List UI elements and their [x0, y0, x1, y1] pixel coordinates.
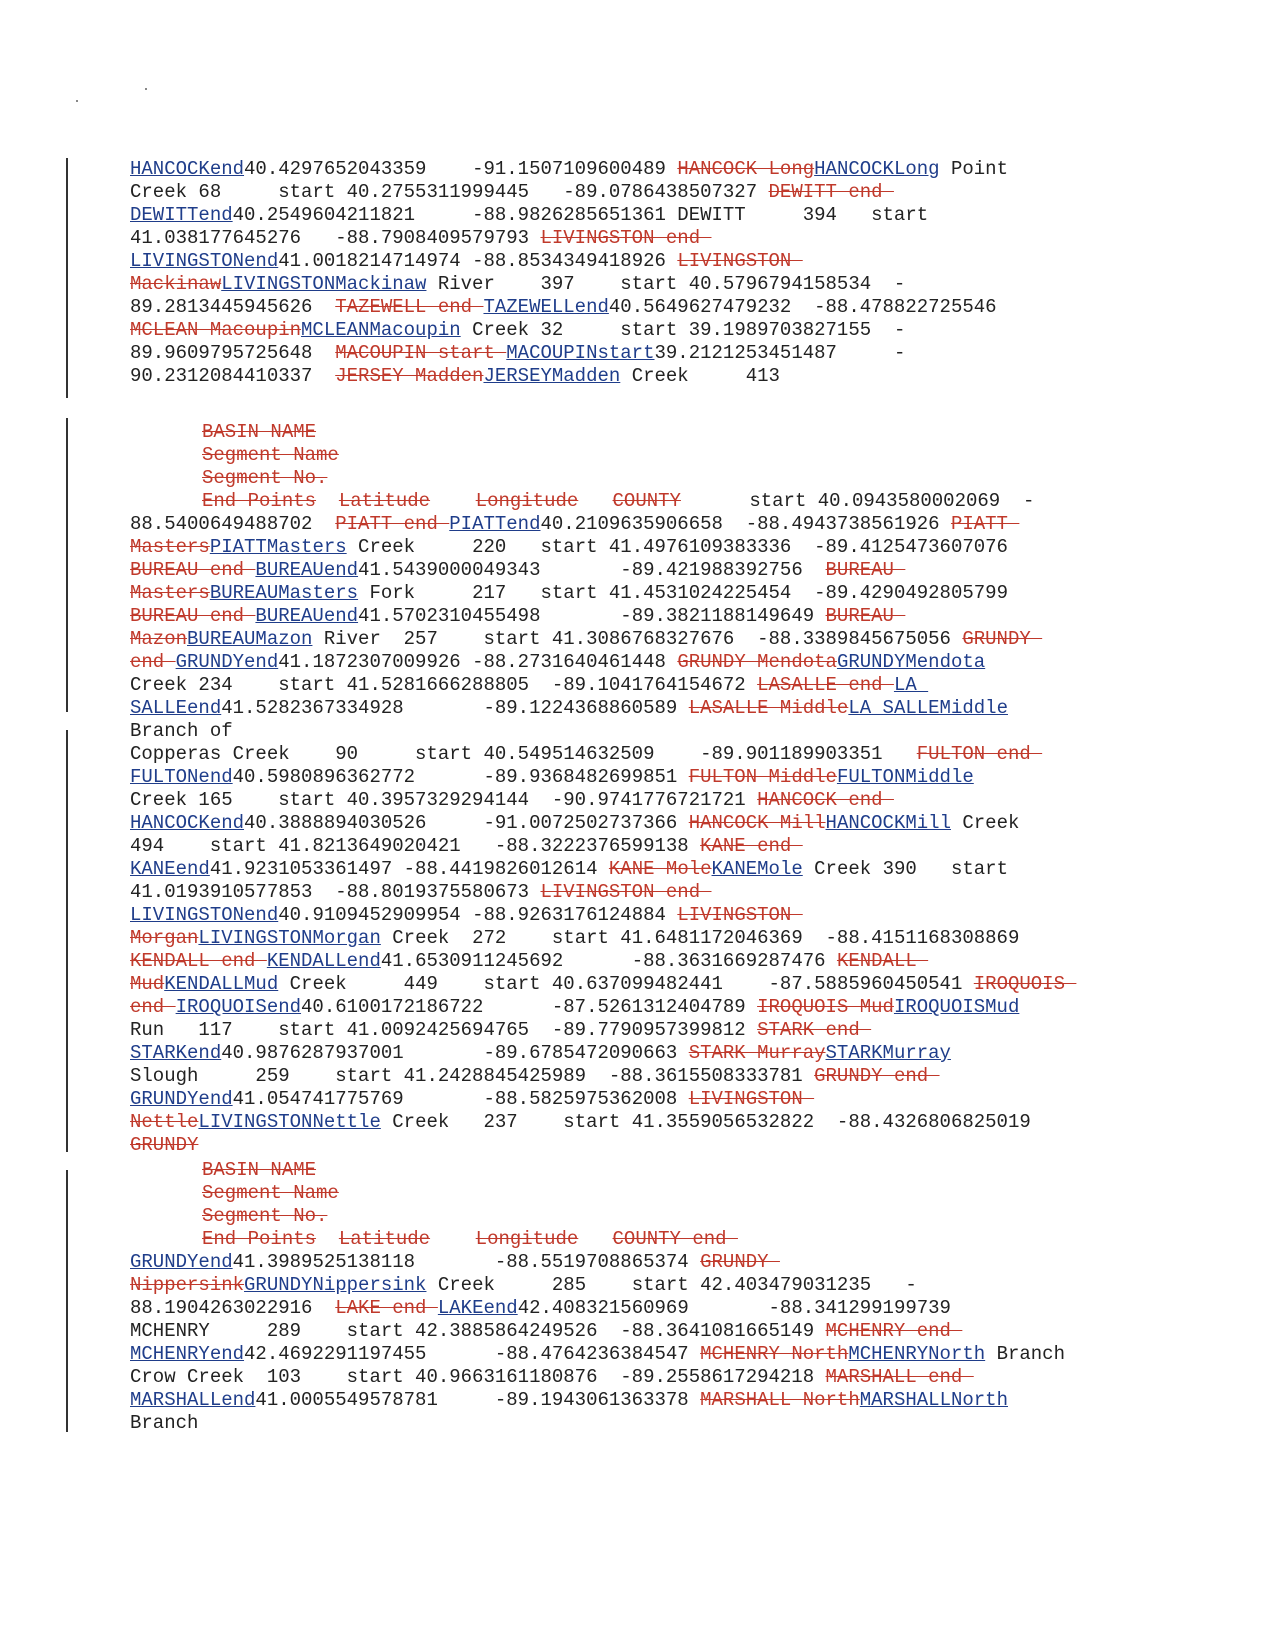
text-line — [130, 973, 1076, 996]
body-text: 89.2813445945626 — [130, 296, 336, 318]
text-line — [130, 628, 1042, 651]
deleted-text: FULTON Middle — [688, 766, 837, 788]
body-text: Creek 220 start 41.4976109383336 -89.4125473607076 — [346, 536, 1008, 558]
inserted-text: HANCOCKend — [130, 158, 245, 180]
deleted-text: BASIN NAME — [202, 1159, 317, 1181]
body-text: Creek 165 start 40.3957329294144 -90.9741776721721 — [130, 789, 758, 811]
text-line — [130, 720, 233, 743]
header-line — [202, 444, 339, 467]
deleted-text: End Points — [202, 490, 317, 512]
text-line — [130, 319, 905, 342]
deleted-text: HANCOCK Mill — [688, 812, 826, 834]
deleted-text: GRUNDY — [962, 628, 1043, 650]
body-text: Creek 390 start — [802, 858, 1008, 880]
deleted-text: Mackinaw — [130, 273, 222, 295]
inserted-text: GRUNDYNippersink — [244, 1274, 427, 1296]
inserted-text: KENDALLend — [266, 950, 381, 972]
deleted-text: Mud — [130, 973, 165, 995]
body-text: Creek 285 start 42.403479031235 - — [426, 1274, 917, 1296]
deleted-text: TAZEWELL end — [335, 296, 484, 318]
body-text: Creek 234 start 41.5281666288805 -89.1041764154672 — [130, 674, 758, 696]
change-bar — [66, 730, 68, 1152]
inserted-text: LIVINGSTONMorgan — [198, 927, 381, 949]
deleted-text: BASIN NAME — [202, 421, 317, 443]
deleted-text: MACOUPIN start — [335, 342, 507, 364]
inserted-text: BUREAUMasters — [209, 582, 359, 604]
text-line — [130, 1297, 951, 1320]
body-text: Creek 68 start 40.2755311999445 -89.0786438507327 — [130, 181, 769, 203]
body-text: MCHENRY 289 start 42.3885864249526 -88.3641081665149 — [130, 1320, 826, 1342]
text-line — [130, 1042, 951, 1065]
body-text: Creek — [950, 812, 1020, 834]
deleted-text: IROQUOIS Mud — [757, 996, 894, 1018]
deleted-text: JERSEY Madden — [335, 365, 484, 387]
deleted-text: KANE end — [700, 835, 803, 857]
body-text — [430, 490, 476, 512]
deleted-text: COUNTY — [612, 490, 681, 512]
text-line — [130, 1111, 1031, 1134]
text-line — [130, 513, 1019, 536]
body-text — [316, 1228, 339, 1250]
deleted-text: BUREAU — [825, 605, 906, 627]
body-text: Creek 449 start 40.637099482441 -87.5885960450541 — [278, 973, 974, 995]
deleted-text: GRUNDY — [700, 1251, 780, 1273]
text-line — [130, 605, 905, 628]
change-bar — [66, 158, 68, 398]
deleted-text: HANCOCK end — [757, 789, 894, 811]
text-line — [130, 904, 803, 927]
body-text: 41.038177645276 -88.7908409579793 — [130, 227, 541, 249]
scan-speck — [145, 88, 147, 90]
body-text: 42.4692291197455 -88.4764236384547 — [244, 1343, 701, 1365]
body-text: 40.2109635906658 -88.4943738561926 — [540, 513, 951, 535]
inserted-text: KANEend — [130, 858, 210, 880]
text-line — [130, 812, 1019, 835]
header-line — [202, 1159, 316, 1182]
body-text: 90.2312084410337 — [130, 365, 336, 387]
text-line — [130, 950, 928, 973]
deleted-text: Longitude — [475, 490, 579, 512]
deleted-text: Segment Name — [202, 444, 339, 466]
deleted-text: GRUNDY end — [814, 1065, 940, 1087]
text-line — [130, 697, 1008, 720]
inserted-text: STARKMurray — [825, 1042, 951, 1064]
deleted-text: LIVINGSTON — [688, 1088, 815, 1110]
deleted-text: PIATT — [950, 513, 1020, 535]
text-line — [130, 559, 905, 582]
inserted-text: BUREAUend — [255, 605, 359, 627]
deleted-text: KENDALL — [836, 950, 929, 972]
deleted-text: Masters — [130, 536, 210, 558]
text-line — [130, 881, 712, 904]
deleted-text: GRUNDY — [130, 1134, 199, 1156]
body-text: 41.1872307009926 -88.2731640461448 — [278, 651, 678, 673]
deleted-text: Segment No. — [202, 1205, 328, 1227]
deleted-text: COUNTY end — [612, 1228, 738, 1250]
deleted-text: Nippersink — [130, 1274, 245, 1296]
deleted-text: MCLEAN Macoupin — [130, 319, 302, 341]
inserted-text: HANCOCKMill — [825, 812, 951, 834]
text-line — [130, 1366, 974, 1389]
body-text: River 257 start 41.3086768327676 -88.3389845675056 — [312, 628, 963, 650]
body-text: Creek 32 start 39.1989703827155 - — [460, 319, 906, 341]
deleted-text: BUREAU end — [130, 605, 256, 627]
body-text: Fork 217 start 41.4531024225454 -89.4290492805799 — [358, 582, 1008, 604]
body-text: 40.2549604211821 -88.9826285651361 DEWITT 394 start — [232, 204, 929, 226]
inserted-text: HANCOCKLong — [814, 158, 940, 180]
inserted-text: MACOUPINstart — [506, 342, 655, 364]
body-text: 40.6100172186722 -87.5261312404789 — [301, 996, 758, 1018]
deleted-text: Masters — [130, 582, 210, 604]
body-text: 41.6530911245692 -88.3631669287476 — [380, 950, 837, 972]
text-line — [130, 204, 928, 227]
body-text — [430, 1228, 476, 1250]
deleted-text: Segment Name — [202, 1182, 339, 1204]
deleted-text: Longitude — [475, 1228, 579, 1250]
inserted-text: DEWITTend — [130, 204, 233, 226]
text-line — [130, 296, 997, 319]
body-text: 41.9231053361497 -88.4419826012614 — [209, 858, 609, 880]
inserted-text: GRUNDYend — [175, 651, 279, 673]
inserted-text: LAKEend — [437, 1297, 518, 1319]
text-line — [130, 1019, 871, 1042]
body-text: 88.1904263022916 — [130, 1297, 336, 1319]
text-line — [130, 273, 905, 296]
body-text: 40.5649627479232 -88.478822725546 — [608, 296, 997, 318]
inserted-text: STARKend — [130, 1042, 222, 1064]
inserted-text: KENDALLMud — [164, 973, 279, 995]
text-line — [130, 181, 894, 204]
text-line — [130, 651, 985, 674]
deleted-text: LIVINGSTON end — [540, 227, 712, 249]
text-line — [130, 1251, 780, 1274]
change-bar — [66, 418, 68, 712]
text-line — [130, 1320, 962, 1343]
inserted-text: LIVINGSTONNettle — [198, 1111, 381, 1133]
deleted-text: LIVINGSTON — [677, 250, 803, 272]
text-line — [130, 227, 712, 250]
inserted-text: IROQUOISend — [175, 996, 302, 1018]
deleted-text: Morgan — [130, 927, 199, 949]
body-text — [578, 1228, 612, 1250]
body-text: 41.0193910577853 -88.8019375580673 — [130, 881, 541, 903]
body-text: 41.0005549578781 -89.1943061363378 — [255, 1389, 701, 1411]
body-text: 40.5980896362772 -89.9368482699851 — [232, 766, 689, 788]
body-text: Creek 237 start 41.3559056532822 -88.4326806825019 — [380, 1111, 1031, 1133]
inserted-text: KANEMole — [711, 858, 803, 880]
body-text: 494 start 41.8213649020421 -88.3222376599138 — [130, 835, 701, 857]
deleted-text: STARK end — [757, 1019, 872, 1041]
body-text: Point — [939, 158, 1008, 180]
inserted-text: FULTONend — [130, 766, 233, 788]
body-text: Copperas Creek 90 start 40.549514632509 -89.901189903351 — [130, 743, 917, 765]
deleted-text: BUREAU end — [130, 559, 256, 581]
deleted-text: STARK Murray — [688, 1042, 826, 1064]
deleted-text: Latitude — [338, 490, 431, 512]
inserted-text: LA SALLEMiddle — [848, 697, 1008, 719]
text-line — [130, 1065, 940, 1088]
inserted-text: JERSEYMadden — [483, 365, 621, 387]
text-line — [130, 1389, 1008, 1412]
deleted-text: MARSHALL North — [700, 1389, 860, 1411]
inserted-text: PIATTMasters — [209, 536, 347, 558]
body-text — [316, 490, 339, 512]
text-line — [130, 158, 1008, 181]
deleted-text: KENDALL end — [130, 950, 267, 972]
deleted-text: LIVINGSTON end — [540, 881, 712, 903]
body-text: 40.3888894030526 -91.0072502737366 — [244, 812, 689, 834]
deleted-text: MARSHALL end — [825, 1366, 974, 1388]
text-line — [130, 1412, 198, 1435]
inserted-text: MARSHALLend — [130, 1389, 256, 1411]
inserted-text: LA — [893, 674, 929, 696]
deleted-text: MCHENRY North — [700, 1343, 849, 1365]
body-text: River 397 start 40.5796794158534 - — [426, 273, 906, 295]
inserted-text: MCLEANMacoupin — [301, 319, 461, 341]
deleted-text: PIATT end — [335, 513, 450, 535]
inserted-text: LIVINGSTONend — [130, 904, 279, 926]
body-text: 41.054741775769 -88.5825975362008 — [232, 1088, 689, 1110]
deleted-text: IROQUOIS — [973, 973, 1077, 995]
deleted-text: LASALLE end — [757, 674, 894, 696]
deleted-text: LAKE end — [335, 1297, 438, 1319]
body-text: 88.5400649488702 — [130, 513, 336, 535]
deleted-text: Latitude — [338, 1228, 431, 1250]
text-line — [130, 1088, 814, 1111]
body-text: 41.5439000049343 -89.421988392756 — [358, 559, 826, 581]
inserted-text: MCHENRYend — [130, 1343, 245, 1365]
body-text: 42.408321560969 -88.341299199739 — [517, 1297, 951, 1319]
deleted-text: End Points — [202, 1228, 317, 1250]
deleted-text: GRUNDY Mendota — [677, 651, 837, 673]
body-text: Creek 272 start 41.6481172046369 -88.4151168308869 — [380, 927, 1020, 949]
text-line — [130, 365, 780, 388]
body-text: 41.5282367334928 -89.1224368860589 — [221, 697, 689, 719]
text-line — [130, 342, 905, 365]
body-text: Run 117 start 41.0092425694765 -89.7790957399812 — [130, 1019, 758, 1041]
inserted-text: SALLEend — [130, 697, 222, 719]
inserted-text: LIVINGSTONMackinaw — [221, 273, 427, 295]
deleted-text: Nettle — [130, 1111, 199, 1133]
body-text: Slough 259 start 41.2428845425989 -88.3615508333781 — [130, 1065, 815, 1087]
body-text: start 40.0943580002069 - — [680, 490, 1035, 512]
deleted-text: KANE Mole — [608, 858, 712, 880]
header-line — [202, 1182, 339, 1205]
deleted-text: end — [130, 996, 176, 1018]
body-text: 41.3989525138118 -88.5519708865374 — [232, 1251, 701, 1273]
deleted-text: Mazon — [130, 628, 188, 650]
deleted-text: HANCOCK Long — [677, 158, 815, 180]
inserted-text: GRUNDYend — [130, 1088, 233, 1110]
text-line — [130, 743, 1042, 766]
body-text: 41.5702310455498 -89.3821188149649 — [358, 605, 826, 627]
inserted-text: GRUNDYMendota — [836, 651, 986, 673]
text-line — [130, 835, 803, 858]
inserted-text: MCHENRYNorth — [848, 1343, 986, 1365]
text-line — [130, 1134, 198, 1157]
body-text: Branch of — [130, 720, 233, 742]
header-line — [202, 1205, 327, 1228]
body-text: 39.2121253451487 - — [654, 342, 906, 364]
body-text: Crow Creek 103 start 40.9663161180876 -89.2558617294218 — [130, 1366, 826, 1388]
body-text: 41.0018214714974 -88.8534349418926 — [278, 250, 678, 272]
text-line — [130, 1343, 1065, 1366]
inserted-text: HANCOCKend — [130, 812, 245, 834]
body-text: 40.9109452909954 -88.9263176124884 — [278, 904, 678, 926]
inserted-text: TAZEWELLend — [483, 296, 609, 318]
inserted-text: LIVINGSTONend — [130, 250, 279, 272]
text-line — [130, 250, 803, 273]
deleted-text: FULTON end — [916, 743, 1043, 765]
header-line — [202, 421, 316, 444]
text-line — [130, 996, 1019, 1019]
text-line — [130, 1274, 917, 1297]
deleted-text: MCHENRY end — [825, 1320, 963, 1342]
text-line — [130, 536, 1008, 559]
inserted-text: IROQUOISMud — [893, 996, 1020, 1018]
body-text — [578, 490, 612, 512]
body-text: Creek 413 — [620, 365, 780, 387]
text-line — [202, 490, 1034, 513]
text-line — [130, 927, 1019, 950]
inserted-text: BUREAUend — [255, 559, 359, 581]
text-line — [130, 858, 1008, 881]
body-text: 40.9876287937001 -89.6785472090663 — [221, 1042, 689, 1064]
body-text: Branch — [130, 1412, 199, 1434]
scan-speck — [76, 100, 78, 102]
change-bar — [66, 1170, 68, 1432]
inserted-text: BUREAUMazon — [187, 628, 313, 650]
deleted-text: DEWITT end — [768, 181, 894, 203]
text-line — [130, 789, 894, 812]
header-line — [202, 467, 327, 490]
inserted-text: FULTONMiddle — [836, 766, 974, 788]
deleted-text: Segment No. — [202, 467, 328, 489]
deleted-text: BUREAU — [825, 559, 906, 581]
text-line — [130, 674, 928, 697]
deleted-text: end — [130, 651, 176, 673]
text-line — [130, 766, 974, 789]
text-line — [202, 1228, 738, 1251]
deleted-text: LIVINGSTON — [677, 904, 803, 926]
text-line — [130, 582, 1008, 605]
inserted-text: GRUNDYend — [130, 1251, 233, 1273]
inserted-text: MARSHALLNorth — [859, 1389, 1008, 1411]
body-text: 40.4297652043359 -91.1507109600489 — [244, 158, 678, 180]
body-text: 89.9609795725648 — [130, 342, 336, 364]
deleted-text: LASALLE Middle — [688, 697, 849, 719]
inserted-text: PIATTend — [449, 513, 541, 535]
body-text: Branch — [985, 1343, 1065, 1365]
